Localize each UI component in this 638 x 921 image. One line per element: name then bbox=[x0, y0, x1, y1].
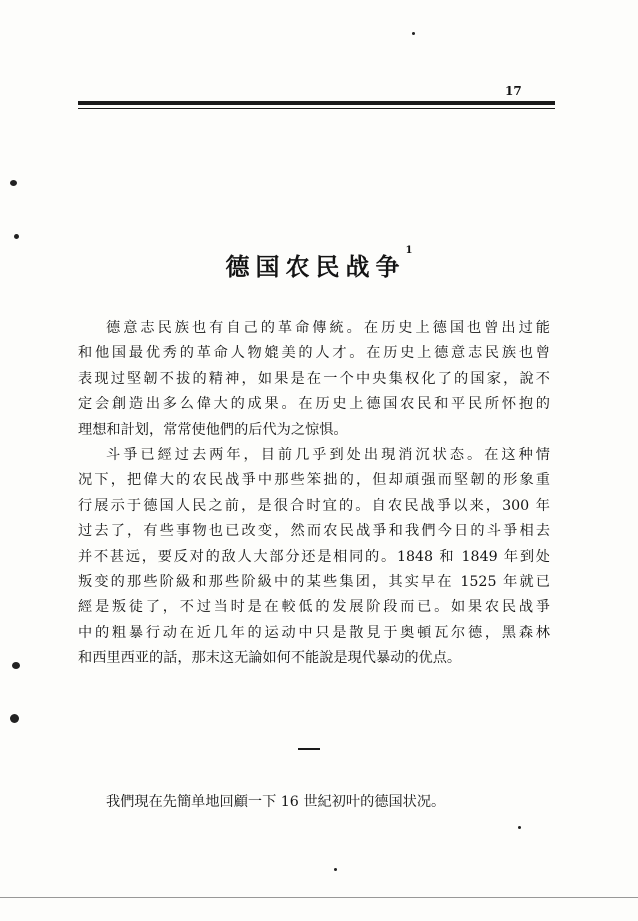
paragraph-2-line: 况下，把偉大的农民战爭中那些笨拙的，但却頑强而堅韌的形象重 bbox=[78, 472, 550, 489]
paragraph-2-line: 和西里西亚的話，那末这无論如何不能說是現代暴动的优点。 bbox=[78, 650, 462, 667]
chapter-title-text: 德国农民战争 bbox=[225, 252, 406, 281]
section-number-mark bbox=[298, 748, 320, 750]
paragraph-2-line: 叛变的那些阶級和那些阶級中的某些集团，其实早在 1525 年就已 bbox=[78, 573, 550, 590]
scan-speck bbox=[12, 662, 20, 669]
paragraph-2-line: 經是叛徒了，不过当时是在較低的发展阶段而已。如果农民战爭 bbox=[78, 599, 550, 616]
scan-speck bbox=[518, 826, 521, 829]
paragraph-1-line: 德意志民族也有自己的革命傳統。在历史上德国也曾出过能 bbox=[106, 320, 550, 336]
paragraph-2-line: 行展示于德国人民之前，是很合时宜的。自农民战爭以来，300 年 bbox=[78, 497, 550, 514]
section-first-line: 我們現在先簡单地回顧一下 16 世紀初叶的德国状况。 bbox=[106, 794, 446, 810]
paragraph-2-line: 斗爭已經过去两年，目前几乎到处出現消沉状态。在这种情 bbox=[106, 446, 550, 463]
scan-speck bbox=[10, 714, 19, 723]
scan-speck bbox=[412, 32, 415, 35]
page-edge-line bbox=[0, 897, 638, 898]
scan-speck bbox=[14, 234, 19, 239]
page-number: 17 bbox=[505, 84, 522, 98]
paragraph-2-line: 并不甚远，要反对的敌人大部分还是相同的。1848 和 1849 年到处 bbox=[78, 548, 550, 565]
body-text bbox=[78, 316, 550, 671]
paragraph-2-line: 过去了，有些事物也已改变，然而农民战爭和我們今日的斗爭相去 bbox=[78, 523, 550, 540]
header-rule-thin bbox=[78, 108, 555, 109]
paragraph-1-line: 理想和計划，常常使他們的后代为之惊惧。 bbox=[78, 421, 348, 438]
header-rule-thick bbox=[78, 101, 555, 105]
scan-speck bbox=[334, 868, 337, 871]
paragraph-1-line: 和他国最优秀的革命人物媲美的人才。在历史上德意志民族也曾 bbox=[78, 345, 550, 362]
paragraph-2-line: 中的粗暴行动在近几年的运动中只是散見于奥頓瓦尔德，黑森林 bbox=[78, 624, 550, 641]
paragraph-1-line: 表现过堅韌不拔的精神，如果是在一个中央集权化了的国家，說不 bbox=[78, 370, 550, 387]
title-footnote-mark: 1 bbox=[405, 245, 413, 256]
paragraph-1-line: 定会創造出多么偉大的成果。在历史上德国农民和平民所怀抱的 bbox=[78, 396, 550, 413]
chapter-title bbox=[0, 247, 638, 282]
scan-speck bbox=[10, 180, 17, 186]
